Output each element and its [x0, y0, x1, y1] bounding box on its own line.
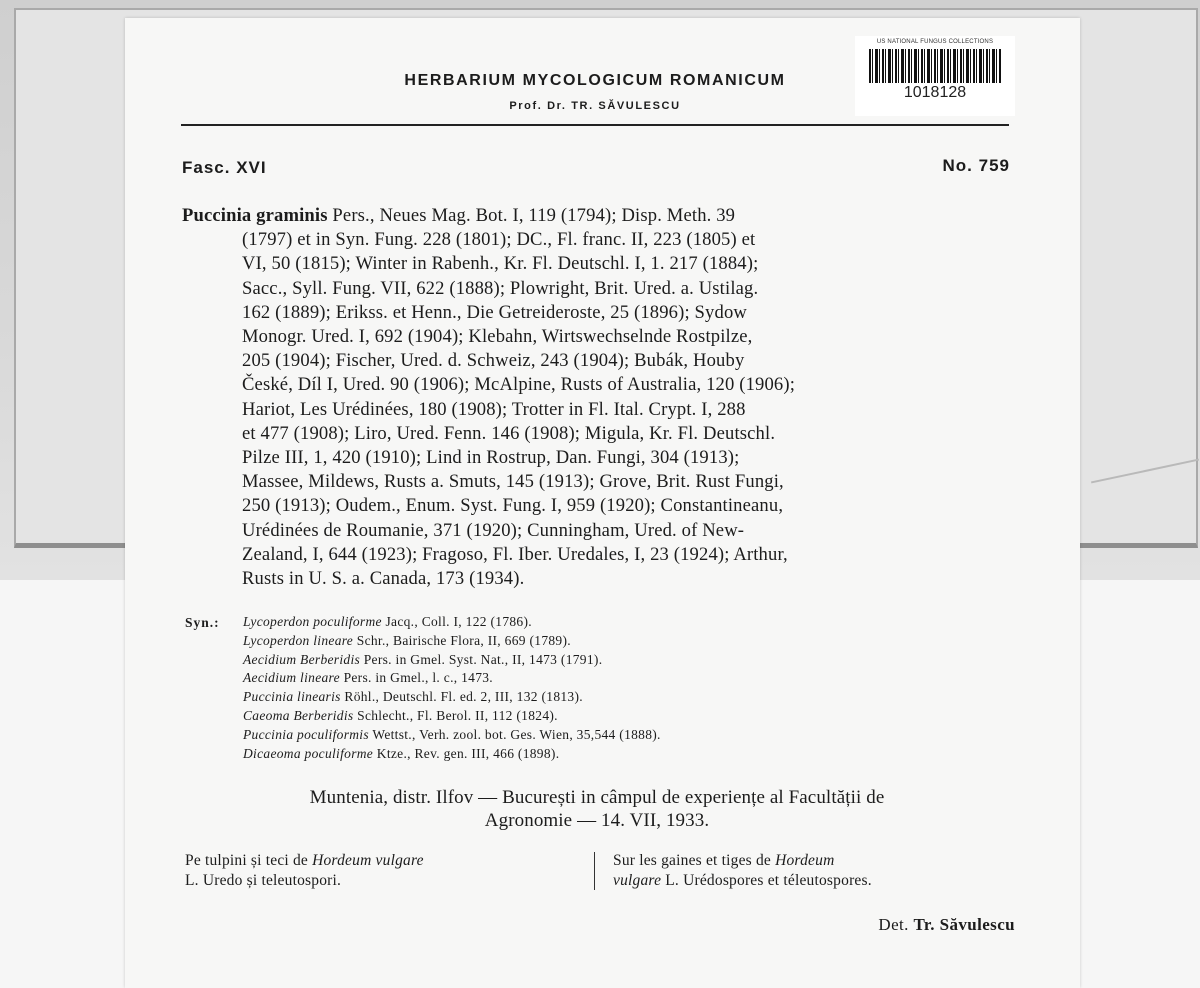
synonym-item: [243, 726, 1003, 745]
host-species: Hordeum: [775, 852, 835, 869]
host-line: [613, 851, 1013, 871]
locality-date-line: Agronomie — 14. VII, 1933.: [484, 810, 710, 831]
citation-line: Urédinées de Roumanie, 371 (1920); Cunningham, Ured. of New-: [242, 519, 745, 541]
herbarium-author: Prof. Dr. TR. SĂVULESCU: [509, 100, 681, 112]
barcode-icon: [869, 49, 1001, 83]
synonyms-label: Syn.:: [185, 615, 220, 630]
host-species: vulgare: [613, 872, 662, 889]
citation-line: (1797) et in Syn. Fung. 228 (1801); DC., Fl. franc. II, 223 (1805) et: [242, 229, 756, 251]
citation-line: VI, 50 (1815); Winter in Rabenh., Kr. Fl. Deutschl. I, 1. 217 (1884);: [242, 253, 759, 275]
synonym-reference: Röhl., Deutschl. Fl. ed. 2, III, 132 (1813).: [340, 689, 583, 705]
synonym-item: [243, 707, 1003, 726]
host-description-romanian: [185, 851, 585, 891]
host-description-french: [613, 851, 1013, 891]
determiner: [775, 915, 1015, 935]
specimen-number: No. 759: [942, 156, 1010, 175]
citation-line: Rusts in U. S. a. Canada, 173 (1934).: [242, 568, 525, 590]
species-name: Puccinia graminis: [182, 205, 328, 226]
host-species: Hordeum vulgare: [312, 852, 424, 869]
synonym-list: [243, 613, 1003, 763]
fascicle-label: Fasc. XVI: [182, 158, 267, 177]
citation-line: Zealand, I, 644 (1923); Fragoso, Fl. Iber. Uredales, I, 23 (1924); Arthur,: [242, 543, 788, 565]
citation-line: Hariot, Les Urédinées, 180 (1908); Trotter in Fl. Ital. Crypt. I, 288: [242, 398, 746, 420]
synonym-item: [243, 632, 1003, 651]
synonym-reference: Wettst., Verh. zool. bot. Ges. Wien, 35,544 (1888).: [368, 726, 661, 742]
synonym-reference: Pers. in Gmel. Syst. Nat., II, 1473 (1791).: [360, 651, 603, 667]
synonym-item: [243, 613, 1003, 632]
synonym-name: Puccinia linearis: [243, 689, 341, 705]
citation-line: et 477 (1908); Liro, Ured. Fenn. 146 (1908); Migula, Kr. Fl. Deutschl.: [242, 422, 776, 444]
synonym-name: Puccinia poculiformis: [243, 726, 369, 742]
citation-line: Pilze III, 1, 420 (1910); Lind in Rostrup, Dan. Fungi, 304 (1913);: [242, 447, 740, 469]
host-line: L. Uredo și teleutospori.: [185, 872, 342, 889]
header-divider: [181, 124, 1009, 126]
citation-line: 250 (1913); Oudem., Enum. Syst. Fung. I, 959 (1920); Constantineanu,: [242, 495, 784, 517]
citation-line: [182, 204, 1012, 228]
synonym-reference: Jacq., Coll. I, 122 (1786).: [381, 614, 532, 629]
synonym-reference: Schlecht., Fl. Berol. II, 112 (1824).: [353, 707, 558, 723]
synonym-reference: Pers. in Gmel., l. c., 1473.: [339, 670, 493, 686]
host-text: Pe tulpini și teci de: [185, 852, 313, 869]
determiner-name: Tr. Săvulescu: [913, 915, 1015, 934]
herbarium-title: HERBARIUM MYCOLOGICUM ROMANICUM: [404, 72, 786, 89]
barcode-caption: US NATIONAL FUNGUS COLLECTIONS: [876, 39, 994, 45]
citation-line: 162 (1889); Erikss. et Henn., Die Getreideroste, 25 (1896); Sydow: [242, 301, 747, 323]
synonym-name: Aecidium lineare: [243, 670, 340, 686]
synonym-item: [243, 745, 1003, 764]
barcode-sticker: [855, 36, 1015, 116]
citation-text: Pers., Neues Mag. Bot. I, 119 (1794); Disp. Meth. 39: [327, 205, 736, 226]
host-line: [613, 871, 1013, 891]
citation-line: Sacc., Syll. Fung. VII, 622 (1888); Plowright, Brit. Ured. a. Ustilag.: [242, 277, 759, 299]
synonym-name: Lycoperdon lineare: [243, 632, 354, 648]
synonym-item: [243, 651, 1003, 670]
synonym-name: Aecidium Berberidis: [243, 651, 361, 667]
synonym-name: Lycoperdon poculiforme: [243, 614, 382, 629]
taxon-citation: [182, 204, 1012, 591]
synonym-name: Dicaeoma poculiforme: [243, 745, 374, 761]
host-text: L. Urédospores et téleutospores.: [661, 872, 872, 889]
herbarium-label: [125, 18, 1080, 988]
synonym-reference: Ktze., Rev. gen. III, 466 (1898).: [373, 745, 560, 761]
host-divider: [594, 852, 595, 890]
host-text: Sur les gaines et tiges de: [613, 852, 776, 869]
barcode-number: 1018128: [903, 84, 967, 101]
collection-locality: [181, 786, 1013, 832]
synonym-reference: Schr., Bairische Flora, II, 669 (1789).: [353, 632, 571, 648]
citation-line: Massee, Mildews, Rusts a. Smuts, 145 (1913); Grove, Brit. Rust Fungi,: [242, 471, 784, 493]
locality-line: Muntenia, distr. Ilfov — București in câmpul de experiențe al Facultății de: [309, 787, 885, 808]
host-line: [185, 851, 585, 871]
citation-line: Monogr. Ured. I, 692 (1904); Klebahn, Wirtswechselnde Rostpilze,: [242, 326, 753, 348]
synonym-item: [243, 669, 1003, 688]
synonym-item: [243, 688, 1003, 707]
citation-line: České, Díl I, Ured. 90 (1906); McAlpine, Rusts of Australia, 120 (1906);: [242, 374, 796, 396]
synonym-name: Caeoma Berberidis: [243, 707, 354, 723]
citation-line: 205 (1904); Fischer, Ured. d. Schweiz, 243 (1904); Bubák, Houby: [242, 350, 745, 372]
determiner-prefix: Det.: [878, 915, 914, 934]
